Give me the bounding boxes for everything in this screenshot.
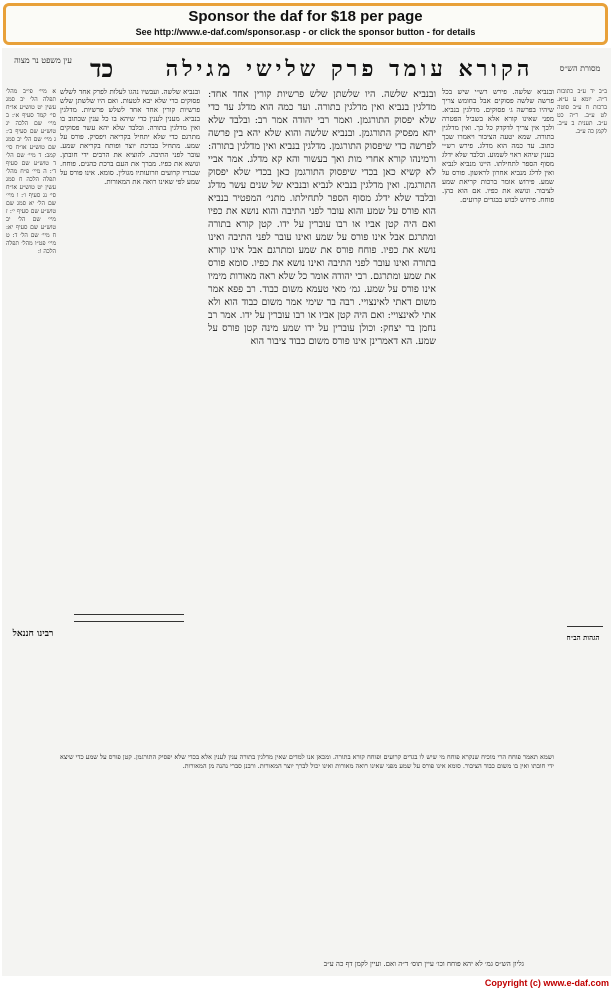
hagahot-heading: הגהות הב״ח bbox=[566, 633, 600, 642]
copyright-link[interactable]: Copyright (c) www.e-daf.com bbox=[484, 978, 609, 988]
ornament-divider-right bbox=[567, 626, 603, 631]
masoret-hashas-heading: מסורת הש״ס bbox=[559, 64, 601, 73]
gemara-column: ובנביא שלשה. היו שלשתן שלש פרשיות קורין אחד אחד: מדלגין בנביא ואין מדלגין בתורה. ועד כמה הוא מדלג עד כדי שלא יפסוק התורגמן. ואמר רבי יהודה אמר רב: ובלבד שלא יהא מפסיק התורגמן. ובנביא שלשה והוא שלא יהא בין פרשה לפרשה כדי שיפסוק התורגמן. מדלגין בנביא ואין מדלגין בתורה: ורמינהו קורא אחרי מות ואך בעשור והא קא מדלג. אמר אביי לא קשיא כאן בכדי שיפסוק התורגמן כאן בכדי שלא יפסוק התורגמן. ואין מדלגין בנביא לנביא ובנביא של שנים עשר מדלג ובלבד שלא ידלג מסוף הספר לתחילתו. מתני׳ המפטיר בנביא הוא פורס על שמע והוא עובר לפני התיבה והוא נושא את כפיו ואם היה קטן אביו או רבו עוברין על ידו. קטן קורא בתורה ומתרגם אבל אינו פורס על שמע ואינו עובר לפני התיבה ואינו נושא את כפיו. פוחח פורס את שמע ומתרגם אבל אינו קורא בתורה ואינו עובר לפני התיבה ואינו נושא את כפיו. סומא פורס את שמע ומתרגם. רבי יהודה אומר כל שלא ראה מאורות מימיו אינו פורס על שמע. גמ׳ מאי טעמא משום כבוד. רב פפא אמר משום דאתי לאינצויי. רבה בר שימי אמר משום כבוד הוא ולא אתי לאינצויי: ואם היה קטן אביו או רבו עוברין על ידו. אמר רב נחמן בר יצחק: וכולן עוברין על ידו שמע מינה קטן פורס על שמע. הא דאמרינן אינו פורס משום כבוד ציבור הוא bbox=[208, 89, 436, 347]
chapter-title: הקורא עומד פרק שלישי מגילה bbox=[165, 56, 534, 82]
page-header bbox=[2, 54, 611, 82]
tosafot-column: ובנביא שלשה. פירש רש״י שיש בכל פרשה שלשה פסוקים אבל בחומש צריך שיהיו בפרשה ג׳ פסוקים. מדלגין בנביא. מפני שאינו קורא אלא בשביל הפטרה ולכך אין צריך לדקדק כל כך. ואין מדלגין בתורה. שמא יטעה הציבור ויאמרו שכך כתוב. עד כמה הוא מדלג. פירש רש״י בענין שיהא ראוי לשמוע. ובלבד שלא ידלג מסוף הספר לתחילתו. היינו מנביא לנביא ואין לדלג מנביא אחרון לראשון. פורס על שמע. פירוש אומר ברכות קריאת שמע לציבור. ונושא את כפיו. אם הוא כהן. פוחח. פירוש לבוש בבגדים קרועים. bbox=[442, 88, 554, 204]
rashi-column: ובנביא שלשה. ועבשיו נהגו לעלות לפרק אחד לשלש פסוקים כדי שלא יבא לטעות. ואם היו שלשתן שלש פרשיות קורין אחד אחד לשלש פרשיות. מדלגין בנביא. מענין לענין כדי שיהא בו כל ענין שכתוב בו ואין מדלגין בתורה. ובלבד שלא יהא עשר פסוקים מתרגם כדי שלא יתחיל בקריאה ויפסיק. פורס על שמע. מתחיל בברכת יוצר ופותח בקריאת שמע. עובר לפני התיבה. להוציא את הרבים ידי חובתן. ונושא את כפיו. מברך את העם ברכת כהנים. פוחח. שבגדיו קרועים וזרועותיו מגולין. סומא. אינו פורס על שמע לפי שאינו רואה את המאורות. bbox=[60, 88, 200, 186]
sponsor-banner[interactable] bbox=[3, 3, 608, 45]
ein-mishpat-column: א מיי׳ פי״ב מהל׳ תפלה הל׳ יב סמג עשין יט טוש״ע או״ח סי׳ קמד סעיף א׳: ב מיי׳ שם הלכה יג טוש״ע שם סעיף ב׳: ג מיי׳ שם הל׳ יב סמג שם טוש״ע או״ח סי׳ קמב: ד מיי׳ שם הל׳ ד טוש״ע שם סעיף ד׳: ה מיי׳ פ״ח מהל׳ תפלה הלכה ח סמג עשין יט טוש״ע או״ח סי׳ נג סעיף ו׳: ו מיי׳ שם הל׳ יא סמג שם טוש״ע שם סעיף י׳: ז מיי׳ שם הל׳ יב טוש״ע שם סעיף יא: ח מיי׳ שם הל׳ ד: ט מיי׳ פט״ו מהל׳ תפלה הלכה ו: bbox=[6, 88, 56, 255]
daf-number: כד bbox=[90, 54, 114, 83]
ornament-divider bbox=[74, 614, 184, 622]
ein-mishpat-heading: עין משפט נר מצוה bbox=[14, 56, 72, 65]
sponsor-title[interactable]: Sponsor the daf for $18 per page bbox=[188, 8, 423, 25]
gilyon-hashas-footer: גליון הש״ס גמ׳ לא יהא פוחח וכו׳ עיין תוס׳ ד״ה ואם. ועיין לקמן דף כה ע״ב bbox=[323, 960, 524, 968]
sponsor-subtitle[interactable]: See http://www.e-daf.com/sponsor.asp - or click the sponsor button - for details bbox=[135, 27, 476, 37]
masoret-hashas-column: ב״ב יד ע״ב כתובות ד״ה. יומא ע ע״א. ברכות ח ע״ב סוטה לט ע״ב. ר״ה כט ע״ב. תענית ב ע״ב. לקמן כה ע״ב. bbox=[557, 88, 607, 135]
bottom-commentary: ושמא תאמר פוחח הרי מוכיח שנקרא פוחח מי שיש לו בגדים קרועים ופוחח קורא בתורה. ומכאן אנו למדים שאין מדלגין בתורה ענין לענין אלא בכדי שלא יפסיק התורגמן. קטן פורס על שמע כדי שיצא ידי חובתו ואין בו משום כבוד הציבור. סומא אינו פורס על שמע מפני שאינו רואה מאורות ואינו יכול לברך יוצר המאורות. ורבנן סברי נהנה מן המאורות. bbox=[60, 753, 554, 770]
talmud-page bbox=[2, 48, 611, 976]
rabbeinu-chananel-heading: רבינו חננאל bbox=[12, 629, 54, 639]
